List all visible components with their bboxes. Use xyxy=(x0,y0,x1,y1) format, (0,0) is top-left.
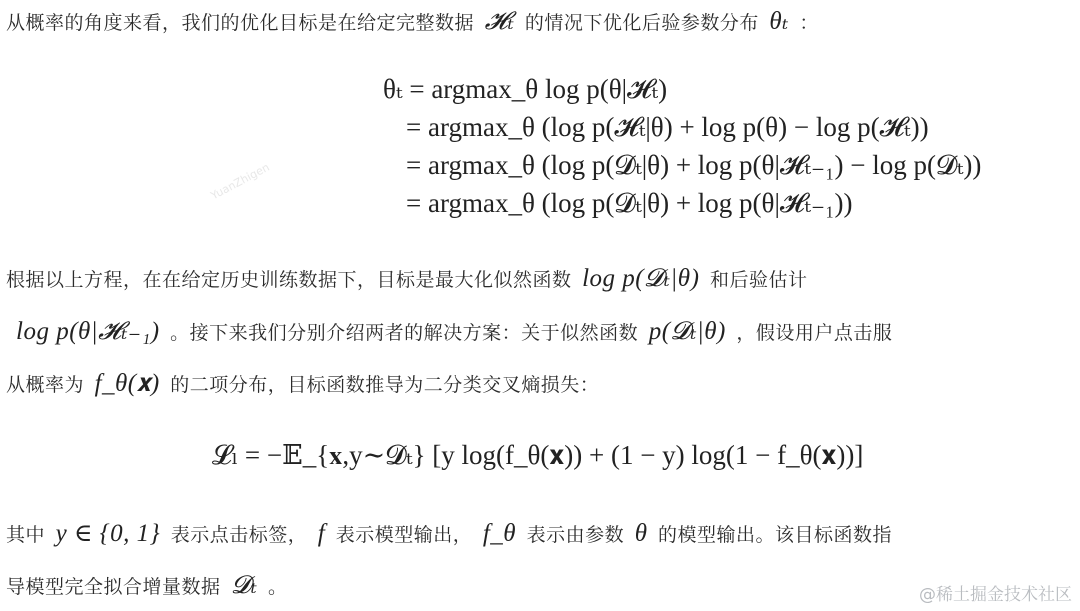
paragraph-1-math-1: 𝓗ₜ xyxy=(484,8,515,35)
paragraph-3-line-2-text-1: 导模型完全拟合增量数据 xyxy=(6,576,221,598)
paragraph-2-line-1-text-1: 根据以上方程，在在给定历史训练数据下，目标是最大化似然函数 xyxy=(6,269,572,291)
paragraph-2-line-2-text-2: ，假设用户点击服 xyxy=(736,322,893,344)
paragraph-2-line-1-text-2: 和后验估计 xyxy=(709,269,808,291)
paragraph-3-line-2-math-1: 𝓓ₜ xyxy=(231,572,258,599)
equation-1-line-1: θₜ = argmax_θ log p(θ|𝓗ₜ) xyxy=(383,74,668,104)
paragraph-2-line-2-math-1: log p(θ|𝓗ₜ₋₁) xyxy=(16,318,160,345)
paragraph-2-line-1-math-1: log p(𝓓ₜ|θ) xyxy=(582,265,700,292)
paragraph-3-line-2 xyxy=(6,570,287,600)
equation-1-line-3: = argmax_θ (log p(𝓓ₜ|θ) + log p(θ|𝓗ₜ₋₁) − log p(𝓓ₜ)) xyxy=(406,150,982,180)
paragraph-3-line-1-text-4: 表示由参数 xyxy=(526,524,625,546)
paragraph-2-line-2-text-1: 。接下来我们分别介绍两者的解决方案：关于似然函数 xyxy=(170,322,639,344)
paragraph-3-line-1-math-2: f xyxy=(317,520,326,547)
paragraph-1-math-2: θₜ xyxy=(769,8,789,35)
paragraph-3-line-1-text-5: 的模型输出。该目标函数指 xyxy=(658,524,893,546)
paragraph-3-line-1-text-1: 其中 xyxy=(6,524,46,546)
paragraph-1 xyxy=(6,6,819,36)
paragraph-3-line-2-text-2: 。 xyxy=(267,576,288,598)
paragraph-3-line-1-text-3: 表示模型输出， xyxy=(335,524,473,546)
paragraph-3-line-1-math-1: y ∈ {0, 1} xyxy=(55,520,161,547)
equation-1-line-4: = argmax_θ (log p(𝓓ₜ|θ) + log p(θ|𝓗ₜ₋₁)) xyxy=(406,188,853,218)
watermark-small: YuanZhigen xyxy=(208,160,272,203)
paragraph-1-text-2: 的情况下优化后验参数分布 xyxy=(524,12,759,34)
paragraph-1-text-3: ： xyxy=(799,12,819,34)
paragraph-3-line-1-text-2: 表示点击标签， xyxy=(170,524,308,546)
paragraph-3-line-1 xyxy=(6,518,892,548)
paragraph-2-line-2-math-2: p(𝓓ₜ|θ) xyxy=(648,318,726,345)
paragraph-2-line-2 xyxy=(12,316,892,346)
equation-1-line-2: = argmax_θ (log p(𝓗ₜ|θ) + log p(θ) − log p(𝓗ₜ)) xyxy=(406,112,929,142)
paragraph-2-line-3-text-2: 的二项分布，目标函数推导为二分类交叉熵损失： xyxy=(170,374,600,396)
paragraph-3-line-1-math-3: f_θ xyxy=(482,520,517,547)
paragraph-2-line-1 xyxy=(6,263,807,293)
paragraph-1-text-1: 从概率的角度来看，我们的优化目标是在给定完整数据 xyxy=(6,12,475,34)
paragraph-3-line-1-math-4: θ xyxy=(634,520,648,547)
paragraph-2-line-3-math-1: f_θ(𝐱) xyxy=(94,370,160,397)
watermark-footer: @稀土掘金技术社区 xyxy=(919,585,1072,605)
equation-2-line-1: 𝓛ₗ = −𝔼_{𝐱,y∼𝓓ₜ} [y log(f_θ(𝐱)) + (1 − y) log(1 − f_θ(𝐱))] xyxy=(212,440,864,470)
paragraph-2-line-3 xyxy=(6,370,599,398)
paragraph-2-line-3-text-1: 从概率为 xyxy=(6,374,85,396)
